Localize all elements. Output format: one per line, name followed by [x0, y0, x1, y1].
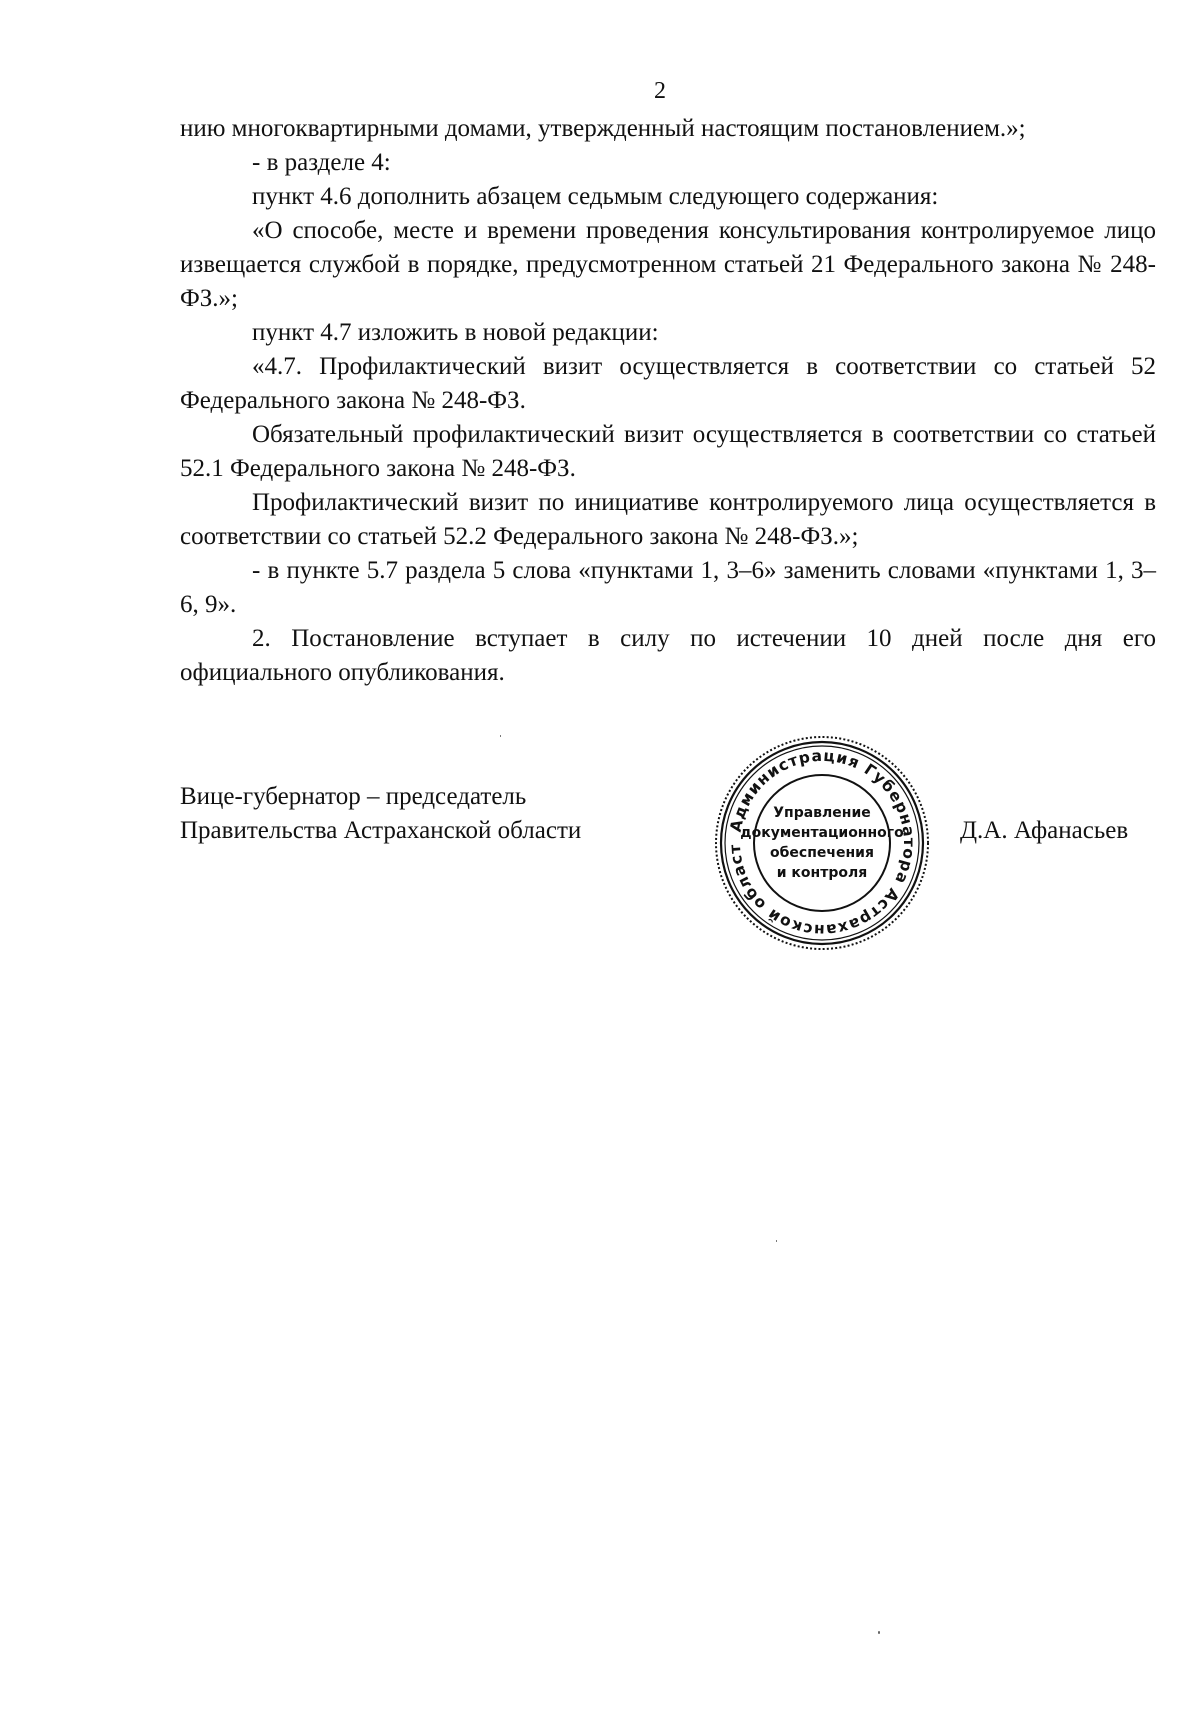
- paragraph-3: пункт 4.6 дополнить абзацем седьмым следующего содержания:: [252, 183, 939, 210]
- seal-graphic: [712, 733, 932, 953]
- scan-speck: [776, 1240, 777, 1242]
- seal-inner-line-1: Управление: [773, 805, 871, 821]
- document-body: [180, 112, 1156, 690]
- paragraph-9: - в пункте 5.7 раздела 5 слова «пунктами 1, 3–6» заменить словами «пунктами 1, 3–6, 9».: [180, 557, 1156, 618]
- signatory-position-line-1: Вице-губернатор – председатель: [180, 783, 527, 810]
- paragraph-7: Обязательный профилактический визит осуществляется в соответствии со статьей 52.1 Федерального закона № 248-ФЗ.: [180, 421, 1156, 482]
- seal-inner-line-2: документационного: [740, 825, 904, 841]
- scan-speck: [500, 735, 501, 737]
- signatory-name: Д.А. Афанасьев: [960, 817, 1129, 844]
- paragraph-4: «О способе, месте и времени проведения консультирования контролируемое лицо извещается службой в порядке, предусмотренном статьей 21 Федерального закона № 248-ФЗ.»;: [180, 217, 1156, 312]
- paragraph-5: пункт 4.7 изложить в новой редакции:: [252, 319, 659, 346]
- signatory-position-line-2: Правительства Астраханской области: [180, 817, 582, 844]
- paragraph-8: Профилактический визит по инициативе контролируемого лица осуществляется в соответствии со статьей 52.2 Федерального закона № 248-ФЗ.»;: [180, 489, 1156, 550]
- paragraph-1: нию многоквартирными домами, утвержденный настоящим постановлением.»;: [180, 115, 1026, 142]
- paragraph-10: 2. Постановление вступает в силу по истечении 10 дней после дня его официального опубликования.: [180, 625, 1156, 686]
- seal-outer-text-path: Администрация Губернатора Астраханской област: [725, 746, 919, 940]
- paragraph-6: «4.7. Профилактический визит осуществляется в соответствии со статьей 52 Федерального закона № 248-ФЗ.: [180, 353, 1156, 414]
- seal-inner-line-4: и контроля: [776, 865, 868, 881]
- paragraph-2: - в разделе 4:: [252, 149, 391, 176]
- seal-inner-line-3: обеспечения: [770, 845, 874, 861]
- signature-block: [180, 780, 1156, 980]
- page-number: 2: [654, 78, 666, 104]
- scan-speck: [878, 1631, 880, 1634]
- official-seal-stamp: [712, 733, 932, 953]
- signatory-position: [180, 780, 581, 848]
